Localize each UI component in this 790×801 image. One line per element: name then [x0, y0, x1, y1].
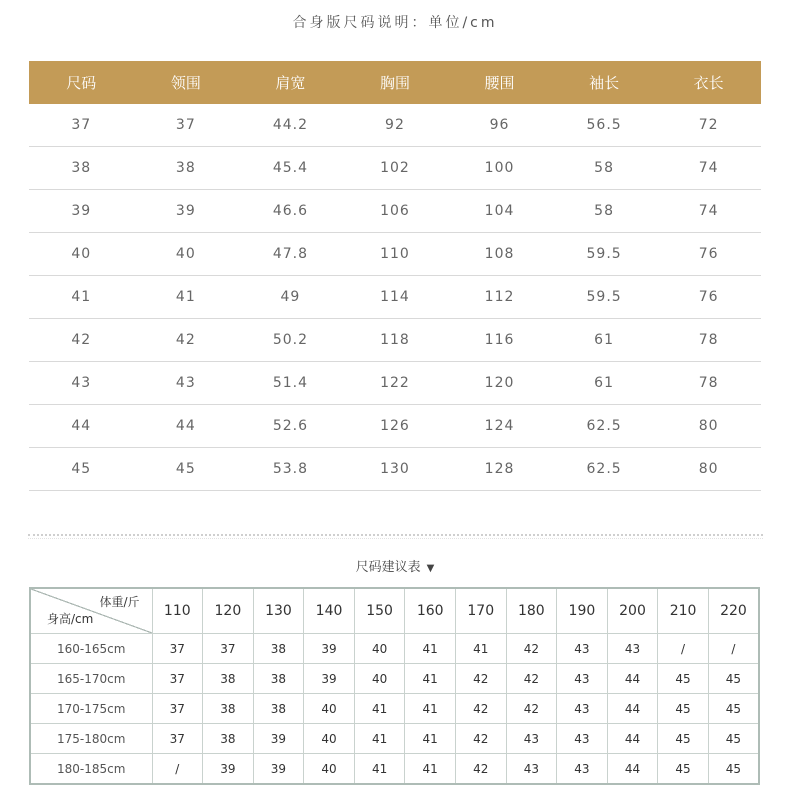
size-cell: 38 — [134, 147, 239, 190]
recommended-size-cell: 44 — [607, 724, 658, 754]
size-cell: 108 — [447, 233, 552, 276]
recommended-size-cell: 37 — [152, 634, 203, 664]
recommended-size-cell: 42 — [455, 724, 506, 754]
size-cell: 118 — [343, 319, 448, 362]
size-cell: 96 — [447, 104, 552, 147]
size-cell: 104 — [447, 190, 552, 233]
size-cell: 40 — [29, 233, 134, 276]
size-cell: 130 — [343, 448, 448, 491]
size-cell: 124 — [447, 405, 552, 448]
size-table-header — [29, 61, 761, 104]
size-header-cell: 衣长 — [656, 61, 761, 104]
height-range-cell: 170-175cm — [30, 694, 152, 724]
recommended-size-cell: 44 — [607, 754, 658, 785]
recommended-size-cell: / — [658, 634, 709, 664]
size-cell: 37 — [29, 104, 134, 147]
recommend-title — [0, 556, 790, 575]
recommended-size-cell: 39 — [304, 634, 355, 664]
weight-header-cell: 170 — [455, 588, 506, 634]
recommended-size-cell: 41 — [405, 634, 456, 664]
weight-header-cell: 210 — [658, 588, 709, 634]
weight-header-cell: 110 — [152, 588, 203, 634]
weight-header-cell: 130 — [253, 588, 304, 634]
size-cell: 76 — [656, 233, 761, 276]
recommended-size-cell: 43 — [557, 724, 608, 754]
recommended-size-cell: / — [152, 754, 203, 785]
recommended-size-cell: 40 — [354, 634, 405, 664]
table-row — [29, 362, 761, 405]
down-arrow-icon: ▼ — [426, 563, 435, 574]
recommended-size-cell: 37 — [152, 694, 203, 724]
size-recommendation-table — [29, 587, 760, 785]
recommended-size-cell: 41 — [354, 694, 405, 724]
recommended-size-cell: 45 — [658, 724, 709, 754]
size-header-cell: 尺码 — [29, 61, 134, 104]
size-cell: 62.5 — [552, 405, 657, 448]
recommended-size-cell: 42 — [506, 664, 557, 694]
height-axis-label: 身高/cm — [47, 612, 94, 626]
size-cell: 80 — [656, 448, 761, 491]
height-range-cell: 165-170cm — [30, 664, 152, 694]
recommended-size-cell: 43 — [557, 634, 608, 664]
recommended-size-cell: 38 — [253, 634, 304, 664]
recommended-size-cell: 42 — [455, 754, 506, 785]
size-cell: 38 — [29, 147, 134, 190]
size-cell: 116 — [447, 319, 552, 362]
recommended-size-cell: 41 — [455, 634, 506, 664]
size-cell: 39 — [29, 190, 134, 233]
size-cell: 74 — [656, 147, 761, 190]
size-header-cell: 胸围 — [343, 61, 448, 104]
recommended-size-cell: 45 — [658, 754, 709, 785]
size-cell: 45 — [29, 448, 134, 491]
table-row — [29, 319, 761, 362]
size-cell: 76 — [656, 276, 761, 319]
size-cell: 80 — [656, 405, 761, 448]
recommended-size-cell: 41 — [405, 664, 456, 694]
size-cell: 61 — [552, 362, 657, 405]
page-title: 合身版尺码说明：单位/cm — [292, 15, 498, 31]
size-cell: 59.5 — [552, 233, 657, 276]
recommended-size-cell: 40 — [304, 694, 355, 724]
table-row — [30, 664, 759, 694]
recommended-size-cell: 39 — [203, 754, 254, 785]
size-cell: 42 — [134, 319, 239, 362]
table-row — [30, 724, 759, 754]
table-row — [29, 190, 761, 233]
recommended-size-cell: 45 — [708, 694, 759, 724]
recommended-size-cell: 38 — [203, 694, 254, 724]
recommended-size-cell: 39 — [253, 754, 304, 785]
size-cell: 52.6 — [238, 405, 343, 448]
weight-axis-label: 体重/斤 — [99, 595, 140, 609]
size-cell: 45 — [134, 448, 239, 491]
recommended-size-cell: 41 — [405, 754, 456, 785]
table-row — [30, 754, 759, 785]
weight-header-cell: 190 — [557, 588, 608, 634]
weight-header-cell: 220 — [708, 588, 759, 634]
recommended-size-cell: 44 — [607, 694, 658, 724]
recommended-size-cell: 41 — [354, 724, 405, 754]
recommended-size-cell: 43 — [557, 664, 608, 694]
recommended-size-cell: 37 — [152, 664, 203, 694]
size-cell: 78 — [656, 362, 761, 405]
size-cell: 59.5 — [552, 276, 657, 319]
corner-header-cell — [30, 588, 152, 634]
weight-header-cell: 150 — [354, 588, 405, 634]
recommended-size-cell: 43 — [506, 724, 557, 754]
size-cell: 61 — [552, 319, 657, 362]
recommended-size-cell: 42 — [506, 694, 557, 724]
size-cell: 112 — [447, 276, 552, 319]
weight-header-cell: 140 — [304, 588, 355, 634]
recommended-size-cell: 39 — [253, 724, 304, 754]
size-cell: 40 — [134, 233, 239, 276]
recommended-size-cell: 37 — [152, 724, 203, 754]
size-cell: 78 — [656, 319, 761, 362]
size-header-cell: 腰围 — [447, 61, 552, 104]
table-row — [30, 634, 759, 664]
table-row — [30, 694, 759, 724]
size-cell: 74 — [656, 190, 761, 233]
recommended-size-cell: 38 — [253, 694, 304, 724]
recommended-size-cell: 40 — [304, 754, 355, 785]
recommended-size-cell: 45 — [658, 664, 709, 694]
recommended-size-cell: / — [708, 634, 759, 664]
recommend-table-header — [30, 588, 759, 634]
size-cell: 58 — [552, 147, 657, 190]
size-cell: 41 — [134, 276, 239, 319]
size-cell: 41 — [29, 276, 134, 319]
size-cell: 49 — [238, 276, 343, 319]
recommended-size-cell: 42 — [455, 664, 506, 694]
table-row — [29, 448, 761, 491]
size-cell: 58 — [552, 190, 657, 233]
size-cell: 120 — [447, 362, 552, 405]
weight-header-cell: 180 — [506, 588, 557, 634]
recommended-size-cell: 45 — [708, 724, 759, 754]
size-cell: 128 — [447, 448, 552, 491]
recommended-size-cell: 43 — [557, 754, 608, 785]
recommended-size-cell: 40 — [304, 724, 355, 754]
size-cell: 53.8 — [238, 448, 343, 491]
weight-header-cell: 200 — [607, 588, 658, 634]
table-row — [29, 233, 761, 276]
size-cell: 47.8 — [238, 233, 343, 276]
size-cell: 44 — [29, 405, 134, 448]
size-cell: 45.4 — [238, 147, 343, 190]
height-range-cell: 180-185cm — [30, 754, 152, 785]
size-cell: 102 — [343, 147, 448, 190]
recommended-size-cell: 43 — [506, 754, 557, 785]
recommended-size-cell: 41 — [405, 694, 456, 724]
size-cell: 42 — [29, 319, 134, 362]
table-row — [29, 276, 761, 319]
weight-header-cell: 120 — [203, 588, 254, 634]
size-cell: 39 — [134, 190, 239, 233]
size-cell: 43 — [29, 362, 134, 405]
size-header-cell: 肩宽 — [238, 61, 343, 104]
size-cell: 62.5 — [552, 448, 657, 491]
height-range-cell: 160-165cm — [30, 634, 152, 664]
size-cell: 43 — [134, 362, 239, 405]
recommended-size-cell: 37 — [203, 634, 254, 664]
size-cell: 114 — [343, 276, 448, 319]
size-cell: 126 — [343, 405, 448, 448]
recommended-size-cell: 45 — [658, 694, 709, 724]
recommended-size-cell: 42 — [506, 634, 557, 664]
recommended-size-cell: 44 — [607, 664, 658, 694]
recommended-size-cell: 38 — [203, 724, 254, 754]
recommend-title-text: 尺码建议表 — [355, 560, 421, 575]
size-cell: 72 — [656, 104, 761, 147]
size-header-cell: 领围 — [134, 61, 239, 104]
dotted-divider — [28, 534, 763, 536]
table-row — [29, 104, 761, 147]
recommended-size-cell: 39 — [304, 664, 355, 694]
size-cell: 106 — [343, 190, 448, 233]
size-cell: 92 — [343, 104, 448, 147]
size-cell: 56.5 — [552, 104, 657, 147]
recommended-size-cell: 42 — [455, 694, 506, 724]
size-cell: 44.2 — [238, 104, 343, 147]
table-row — [29, 147, 761, 190]
size-cell: 100 — [447, 147, 552, 190]
recommended-size-cell: 41 — [354, 754, 405, 785]
dotted-divider-secondary — [28, 538, 763, 539]
recommended-size-cell: 43 — [557, 694, 608, 724]
recommended-size-cell: 38 — [253, 664, 304, 694]
weight-header-cell: 160 — [405, 588, 456, 634]
size-header-cell: 袖长 — [552, 61, 657, 104]
recommended-size-cell: 43 — [607, 634, 658, 664]
size-cell: 51.4 — [238, 362, 343, 405]
size-cell: 37 — [134, 104, 239, 147]
recommended-size-cell: 40 — [354, 664, 405, 694]
table-row — [29, 405, 761, 448]
size-cell: 50.2 — [238, 319, 343, 362]
height-range-cell: 175-180cm — [30, 724, 152, 754]
size-cell: 110 — [343, 233, 448, 276]
recommended-size-cell: 41 — [405, 724, 456, 754]
size-cell: 122 — [343, 362, 448, 405]
recommended-size-cell: 45 — [708, 664, 759, 694]
size-cell: 44 — [134, 405, 239, 448]
recommended-size-cell: 38 — [203, 664, 254, 694]
recommended-size-cell: 45 — [708, 754, 759, 785]
size-cell: 46.6 — [238, 190, 343, 233]
size-table — [29, 61, 761, 491]
